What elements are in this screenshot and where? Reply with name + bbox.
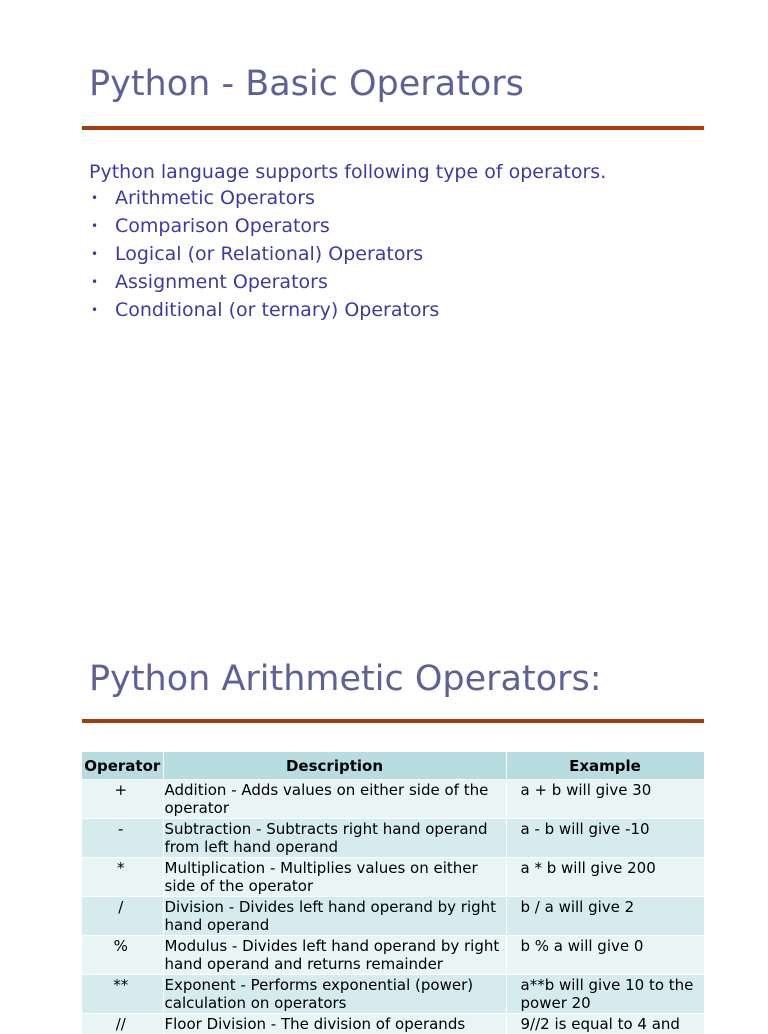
table-row: [82, 819, 704, 858]
bullet-icon: •: [91, 240, 98, 268]
description-cell: Multiplication - Multiplies values on either side of the operator: [163, 858, 506, 897]
bullet-icon: •: [91, 184, 98, 212]
column-header-description: Description: [163, 752, 506, 780]
example-cell: b / a will give 2: [506, 897, 704, 936]
example-cell: a * b will give 200: [506, 858, 704, 897]
operator-cell: **: [82, 975, 163, 1014]
operator-cell: //: [82, 1014, 163, 1034]
slide-arithmetic-operators: [0, 620, 768, 1024]
list-item: • Conditional (or ternary) Operators: [89, 296, 439, 324]
intro-text: Python language supports following type of operators.: [89, 158, 606, 186]
list-item: • Comparison Operators: [89, 212, 439, 240]
column-header-example: Example: [506, 752, 704, 780]
arithmetic-operators-table: [82, 752, 705, 1034]
table-row: [82, 780, 704, 819]
operator-cell: -: [82, 819, 163, 858]
description-cell: Exponent - Performs exponential (power) calculation on operators: [163, 975, 506, 1014]
description-cell: Subtraction - Subtracts right hand operand from left hand operand: [163, 819, 506, 858]
operator-cell: +: [82, 780, 163, 819]
description-cell: Modulus - Divides left hand operand by right hand operand and returns remainder: [163, 936, 506, 975]
list-item: • Arithmetic Operators: [89, 184, 439, 212]
table-row: [82, 897, 704, 936]
example-cell: a**b will give 10 to the power 20: [506, 975, 704, 1014]
description-cell: Addition - Adds values on either side of the operator: [163, 780, 506, 819]
slide-title: Python Arithmetic Operators:: [89, 662, 602, 697]
table-row: [82, 858, 704, 897]
description-cell: Division - Divides left hand operand by right hand operand: [163, 897, 506, 936]
example-cell: a - b will give -10: [506, 819, 704, 858]
title-divider: [82, 719, 704, 723]
operator-cell: *: [82, 858, 163, 897]
operator-cell: %: [82, 936, 163, 975]
slide-title: Python - Basic Operators: [89, 67, 524, 102]
column-header-operator: Operator: [82, 752, 163, 780]
example-cell: b % a will give 0: [506, 936, 704, 975]
list-item: • Assignment Operators: [89, 268, 439, 296]
example-cell: a + b will give 30: [506, 780, 704, 819]
operator-types-list: [89, 184, 439, 324]
title-divider: [82, 126, 704, 130]
operator-cell: /: [82, 897, 163, 936]
description-cell: Floor Division - The division of operands: [163, 1014, 506, 1034]
bullet-icon: •: [91, 296, 98, 324]
list-item: • Logical (or Relational) Operators: [89, 240, 439, 268]
bullet-icon: •: [91, 212, 98, 240]
example-cell: 9//2 is equal to 4 and: [506, 1014, 704, 1034]
bullet-icon: •: [91, 268, 98, 296]
table-row: [82, 936, 704, 975]
table-row: [82, 975, 704, 1014]
table-header-row: [82, 752, 704, 780]
